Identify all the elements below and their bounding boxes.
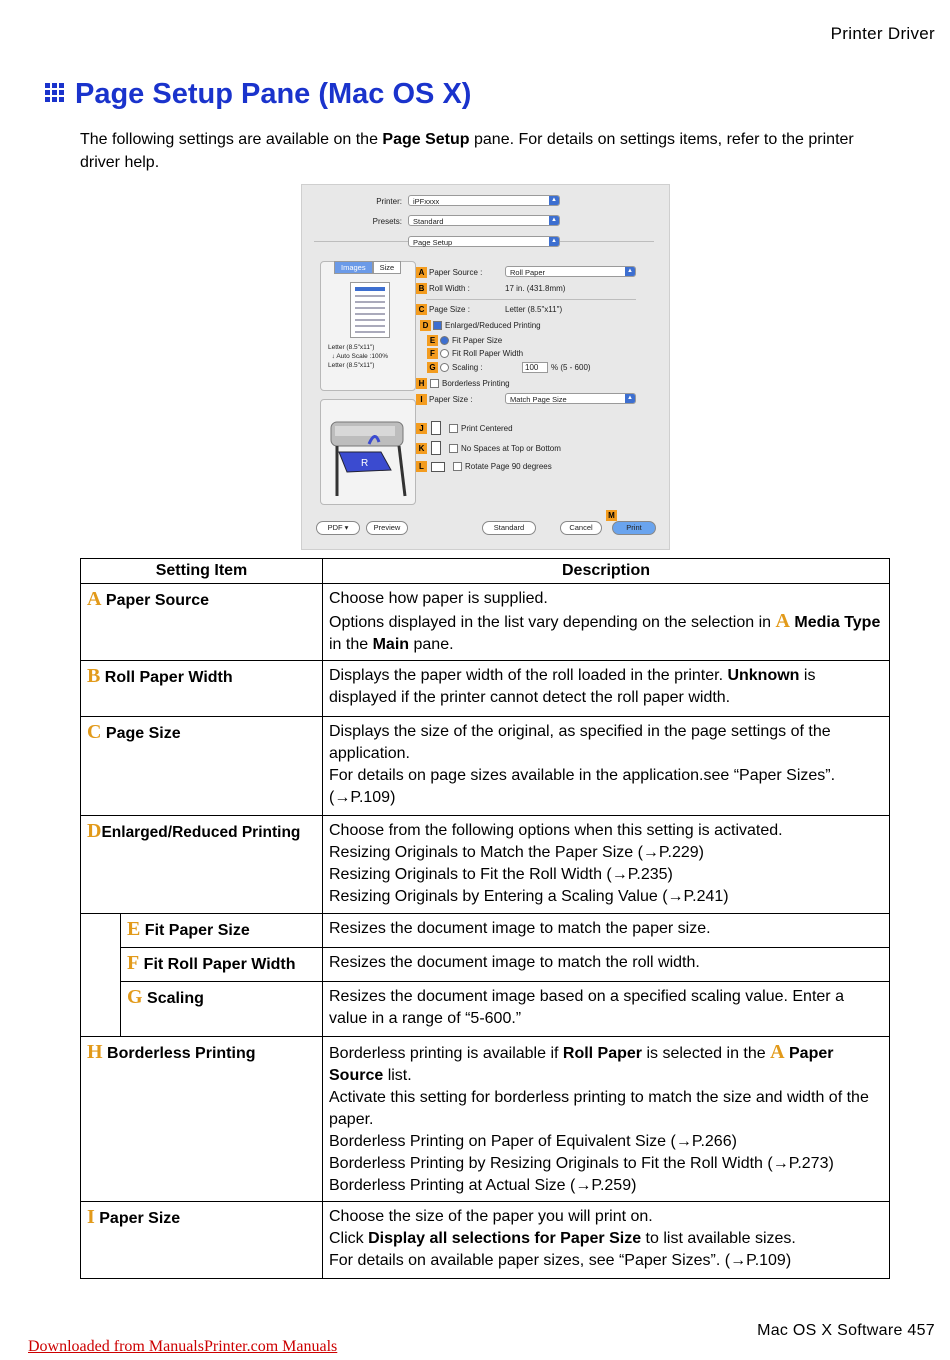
no-spaces-checkbox[interactable]: K No Spaces at Top or Bottom <box>416 441 561 455</box>
setting-item: F Fit Roll Paper Width <box>121 948 323 982</box>
cancel-button[interactable]: Cancel <box>560 521 602 535</box>
printer-select[interactable]: iPFxxxx ▲ <box>408 195 560 206</box>
setting-item: C Page Size <box>81 717 323 816</box>
tab-size[interactable]: Size <box>373 261 402 274</box>
presets-label: Presets: <box>372 217 402 226</box>
paper-size-row: I Paper Size : <box>416 394 473 405</box>
chevron-down-icon: ▲ <box>625 394 635 403</box>
rotate-checkbox[interactable]: L Rotate Page 90 degrees <box>416 461 552 472</box>
chevron-down-icon: ▲ <box>549 216 559 225</box>
setting-description: Choose the size of the paper you will print on. Click Display all selections for Paper Size to list available sizes. For details on available paper sizes, see “Paper Sizes”. (→P.109) <box>323 1202 890 1279</box>
page-title-text: Page Setup Pane (Mac OS X) <box>75 78 472 110</box>
table-row <box>81 1202 890 1279</box>
table-row <box>81 914 890 948</box>
borderless-checkbox[interactable]: H Borderless Printing <box>416 378 510 389</box>
divider <box>426 299 636 300</box>
pdf-button[interactable]: PDF ▾ <box>316 521 360 535</box>
table-header-row <box>81 559 890 584</box>
page-icon <box>431 462 445 472</box>
chevron-down-icon: ▲ <box>549 237 559 246</box>
column-header: Setting Item <box>81 559 323 584</box>
setting-item: B Roll Paper Width <box>81 661 323 717</box>
roll-width-row: B Roll Width : 17 in. (431.8mm) <box>416 283 565 294</box>
printer-label: Printer: <box>376 197 402 206</box>
setting-item: G Scaling <box>121 982 323 1037</box>
running-header: Printer Driver <box>830 24 935 43</box>
scaling-radio[interactable]: G Scaling : 100 % (5 - 600) <box>427 362 591 373</box>
enlarged-reduced-checkbox[interactable]: D Enlarged/Reduced Printing <box>420 320 541 331</box>
page-icon <box>431 441 441 455</box>
marker-m: M <box>606 510 617 521</box>
print-button[interactable]: Print <box>612 521 656 535</box>
scaling-input[interactable]: 100 <box>522 362 548 373</box>
intro-paragraph: The following settings are available on the Page Setup pane. For details on settings items, refer to the printer driver help. <box>80 131 854 171</box>
preview-info: Letter (8.5"x11") ↓ Auto Scale :100% Letter (8.5"x11") <box>328 344 388 369</box>
settings-table <box>80 558 890 1279</box>
page-size-row: C Page Size : Letter (8.5"x11") <box>416 304 562 315</box>
page-footer: Mac OS X Software 457 <box>757 1322 935 1339</box>
setting-item: DEnlarged/Reduced Printing <box>81 816 323 914</box>
svg-text:R: R <box>361 458 369 469</box>
table-row <box>81 1037 890 1202</box>
setting-description: Choose from the following options when this setting is activated. Resizing Originals to Match the Paper Size (→P.229) Resizing Originals to Fit the Roll Width (→P.235) Resizing Originals by Entering a Scaling Value (→P.241) <box>323 816 890 914</box>
column-header: Description <box>323 559 890 584</box>
page-title <box>45 78 471 111</box>
fit-paper-radio[interactable]: E Fit Paper Size <box>427 335 502 346</box>
table-row <box>81 816 890 914</box>
fit-roll-radio[interactable]: F Fit Roll Paper Width <box>427 348 523 359</box>
setting-item: A Paper Source <box>81 584 323 661</box>
preview-tabs <box>334 261 401 274</box>
paper-size-select[interactable]: Match Page Size ▲ <box>505 393 636 404</box>
setting-description: Resizes the document image to match the roll width. <box>323 948 890 982</box>
setting-item: E Fit Paper Size <box>121 914 323 948</box>
printer-illustration <box>320 399 416 505</box>
presets-select[interactable]: Standard ▲ <box>408 215 560 226</box>
standard-button[interactable]: Standard <box>482 521 536 535</box>
setting-description: Resizes the document image based on a specified scaling value. Enter a value in a range of “5-600.” <box>323 982 890 1037</box>
setting-description: Displays the size of the original, as specified in the page settings of the application. For details on page sizes available in the application.see “Paper Sizes”. (→P.109) <box>323 717 890 816</box>
paper-source-row: A Paper Source : <box>416 267 482 278</box>
indent-cell <box>81 914 121 1037</box>
download-link[interactable]: Downloaded from ManualsPrinter.com Manuals <box>28 1338 338 1355</box>
setting-item: I Paper Size <box>81 1202 323 1279</box>
grid-icon <box>45 83 69 107</box>
table-row <box>81 717 890 816</box>
page-icon <box>431 421 441 435</box>
table-row <box>81 948 890 982</box>
page-setup-dialog-screenshot <box>301 184 670 550</box>
preview-button[interactable]: Preview <box>366 521 408 535</box>
setting-description: Choose how paper is supplied. Options displayed in the list vary depending on the selection in A Media Type in the Main pane. <box>323 584 890 661</box>
printer-icon <box>321 400 415 504</box>
page-thumbnail <box>350 282 390 338</box>
paper-source-select[interactable]: Roll Paper ▲ <box>505 266 636 277</box>
setting-item: H Borderless Printing <box>81 1037 323 1202</box>
print-centered-checkbox[interactable]: J Print Centered <box>416 421 513 435</box>
setting-description: Borderless printing is available if Roll Paper is selected in the A Paper Source list. Activate this setting for borderless printing to match the size and width of the paper. Borderless Printing on Paper of Equivalent Size (→P.266) Borderless Printing by Resizing Originals to Fit the Roll Width (→P.273) Borderless Printing at Actual Size (→P.259) <box>323 1037 890 1202</box>
table-row <box>81 661 890 717</box>
setting-description: Displays the paper width of the roll loaded in the printer. Unknown is displayed if the printer cannot detect the roll paper width. <box>323 661 890 717</box>
setting-description: Resizes the document image to match the paper size. <box>323 914 890 948</box>
table-row <box>81 584 890 661</box>
chevron-down-icon: ▲ <box>625 267 635 276</box>
pane-select[interactable]: Page Setup ▲ <box>408 236 560 247</box>
table-row <box>81 982 890 1037</box>
tab-images[interactable]: Images <box>334 261 373 274</box>
chevron-down-icon: ▲ <box>549 196 559 205</box>
